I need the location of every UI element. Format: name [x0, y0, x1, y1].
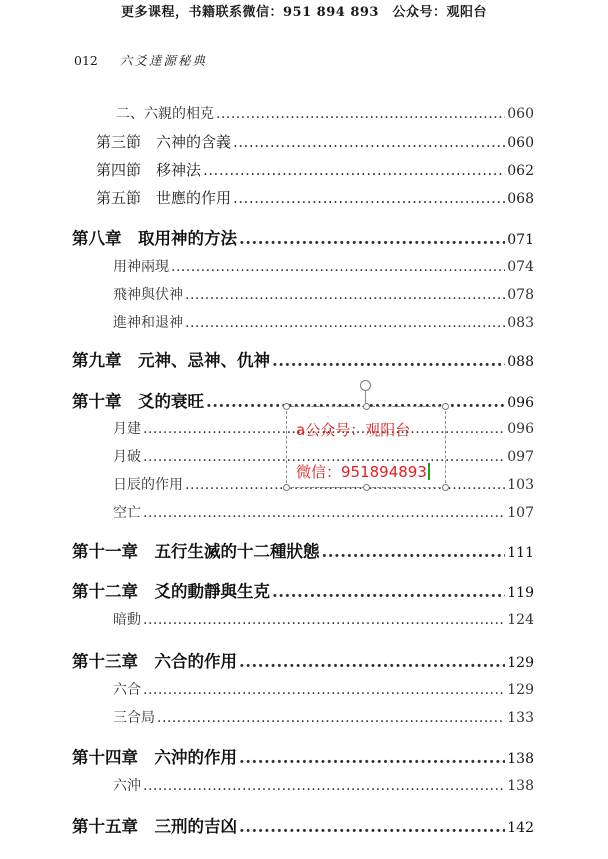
toc-entry — [113, 256, 534, 276]
page-header — [74, 51, 207, 69]
dot-leader — [239, 229, 505, 248]
toc-entry-page: 074 — [507, 259, 534, 275]
toc-entry-title: 第五節 世應的作用 — [96, 189, 232, 207]
dot-leader — [185, 315, 505, 331]
toc-entry-title: 暗動 — [113, 612, 141, 628]
toc-entry-title: 日辰的作用 — [113, 477, 183, 493]
toc-entry-title: 第九章 元神、忌神、仇神 — [72, 351, 270, 370]
toc-entry-page: 088 — [507, 354, 534, 370]
resize-handle-bottom-right[interactable] — [442, 484, 449, 491]
toc-entry-title: 第十章 爻的衰旺 — [72, 392, 204, 411]
toc-entry — [72, 578, 534, 602]
toc-entry-title: 二、六親的相克 — [116, 106, 214, 122]
toc-entry-page: 068 — [507, 191, 534, 207]
dot-leader — [143, 778, 505, 794]
toc-entry — [72, 347, 534, 371]
toc-entry-page: 060 — [507, 106, 534, 122]
toc-entry-title: 月破 — [113, 449, 141, 465]
floating-text-box[interactable] — [286, 406, 446, 488]
toc-entry-page: 124 — [507, 612, 534, 628]
toc-entry-page: 119 — [507, 585, 534, 601]
toc-entry — [113, 775, 534, 795]
contact-banner: 更多课程，书籍联系微信：951 894 893 公众号：观阳台 — [121, 5, 487, 20]
toc-entry-title: 第十五章 三刑的吉凶 — [72, 817, 237, 836]
toc-entry-page: 071 — [507, 232, 534, 248]
toc-entry — [113, 502, 534, 522]
toc-entry-title: 第十四章 六沖的作用 — [72, 748, 237, 767]
resize-handle-bottom[interactable] — [363, 484, 370, 491]
toc-entry-title: 六沖 — [113, 778, 141, 794]
dot-leader — [143, 505, 505, 521]
toc-entry-title: 第十二章 爻的動靜與生克 — [72, 582, 270, 601]
resize-handle-top-left[interactable] — [283, 403, 290, 410]
dot-leader — [322, 542, 506, 561]
toc-entry-page: 103 — [507, 477, 534, 493]
resize-handle-top-right[interactable] — [442, 403, 449, 410]
toc-entry-page: 060 — [507, 135, 534, 151]
toc-entry-title: 月建 — [113, 421, 141, 437]
toc-entry-title: 第四節 移神法 — [96, 161, 202, 179]
toc-entry-page: 097 — [507, 449, 534, 465]
toc-entry-page: 062 — [507, 163, 534, 179]
toc-entry — [113, 284, 534, 304]
toc-entry-title: 第三節 六神的含義 — [96, 133, 232, 151]
toc-entry — [113, 679, 534, 699]
toc-entry-title: 第八章 取用神的方法 — [72, 229, 237, 248]
toc-entry — [113, 609, 534, 629]
toc-entry-title: 用神兩現 — [113, 259, 169, 275]
toc-entry-page: 083 — [507, 315, 534, 331]
toc-entry — [72, 225, 534, 249]
dot-leader — [272, 351, 505, 370]
dot-leader — [171, 259, 505, 275]
textbox-line-wechat-account[interactable]: a公众号：观阳台 — [296, 421, 411, 439]
toc-entry-page: 096 — [507, 421, 534, 437]
dot-leader — [143, 682, 505, 698]
toc-entry — [113, 707, 534, 727]
resize-handle-top[interactable] — [363, 403, 370, 410]
dot-leader — [233, 189, 505, 207]
toc-entry-title: 空亡 — [113, 505, 141, 521]
toc-entry-title: 第十三章 六合的作用 — [72, 652, 237, 671]
dot-leader — [216, 106, 505, 122]
toc-entry-page: 129 — [507, 682, 534, 698]
toc-entry-page: 078 — [507, 287, 534, 303]
toc-entry-page: 138 — [507, 778, 534, 794]
dot-leader — [272, 582, 505, 601]
toc-entry — [72, 648, 534, 672]
toc-entry-page: 129 — [507, 655, 534, 671]
book-title: 六爻達源秘典 — [119, 53, 207, 68]
dot-leader — [239, 748, 505, 767]
toc-entry — [96, 131, 534, 152]
dot-leader — [143, 612, 505, 628]
toc-entry — [113, 312, 534, 332]
toc-entry-title: 三合局 — [113, 710, 155, 726]
toc-entry — [72, 813, 534, 837]
toc-entry-page: 142 — [507, 820, 534, 836]
toc-entry — [72, 538, 534, 562]
toc-entry-page: 107 — [507, 505, 534, 521]
toc-entry — [116, 103, 534, 123]
page-number: 012 — [74, 53, 98, 68]
toc-entry-page: 138 — [507, 751, 534, 767]
toc-entry-page: 096 — [507, 395, 534, 411]
toc-entry — [96, 187, 534, 208]
toc-entry — [72, 744, 534, 768]
text-cursor — [428, 463, 430, 480]
dot-leader — [157, 710, 505, 726]
toc-entry — [96, 159, 534, 180]
textbox-line-wechat-id-text: 微信：951894893 — [296, 463, 427, 481]
dot-leader — [239, 817, 505, 836]
toc-entry-title: 進神和退神 — [113, 315, 183, 331]
toc-entry-title: 六合 — [113, 682, 141, 698]
dot-leader — [203, 161, 505, 179]
dot-leader — [233, 133, 505, 151]
textbox-line-wechat-id[interactable] — [296, 461, 430, 482]
resize-handle-bottom-left[interactable] — [283, 484, 290, 491]
toc-entry-title: 第十一章 五行生滅的十二種狀態 — [72, 542, 320, 561]
rotate-handle-icon[interactable] — [360, 380, 371, 391]
dot-leader — [185, 287, 505, 303]
toc-entry-page: 111 — [507, 545, 534, 561]
toc-entry-title: 飛神與伏神 — [113, 287, 183, 303]
toc-entry-page: 133 — [507, 710, 534, 726]
dot-leader — [239, 652, 505, 671]
